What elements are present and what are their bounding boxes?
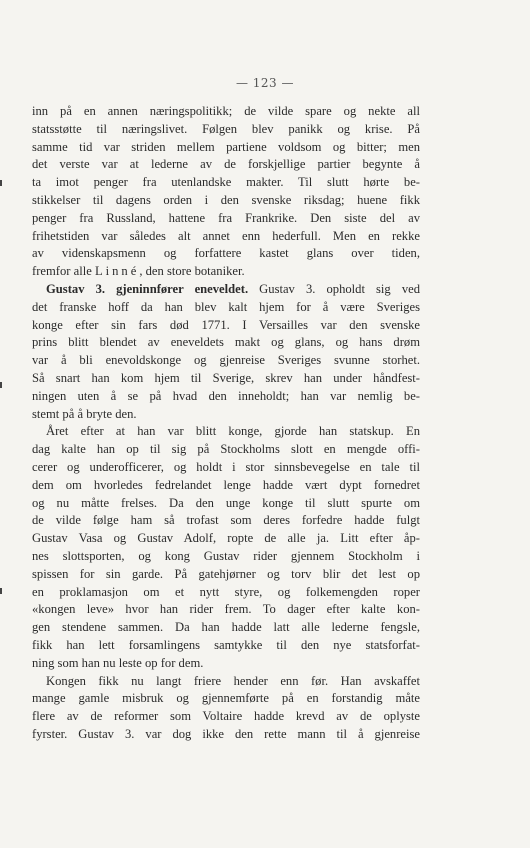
text-line: en proklamasjon om et nytt styre, og folkemengden roper [32, 584, 420, 599]
text-line [32, 263, 420, 281]
section-heading: Gustav 3. gjeninnfører eneveldet. [46, 281, 249, 296]
text-line: dag kalte han op til sig på Stockholms slott en mengde offi- [32, 442, 420, 457]
text-line: prins blitt blendet av eneveldets makt og glans, og hans drøm [32, 335, 420, 350]
margin-mark [0, 382, 2, 388]
text-line: mange gamle misbruk og gjennemførte på en forstandig måte [32, 691, 420, 706]
text-line: cerer og underofficerer, og holdt i stor sinnsbevegelse en tale til [32, 459, 420, 474]
text-line: Så snart han kom hjem til Sverige, skrev han under håndfest- [32, 370, 420, 385]
text-line: ning som han nu leste op for dem. [32, 655, 204, 670]
text-line: Året efter at han var blitt konge, gjorde han statskup. En [46, 424, 420, 439]
text-line: frihetstiden var således alt annet enn hederfull. Men en rekke [32, 228, 420, 243]
text-line: samme tid var striden mellem partiene voldsom og bitter; men [32, 139, 420, 154]
text-line: fyrster. Gustav 3. var dog ikke den rette mann til å gjenreise [32, 726, 420, 741]
text-line: dem om hvorledes fedrelandet lenge hadde vært dypt fornedret [32, 477, 420, 492]
page-number: — 123 — [235, 76, 295, 90]
text-line: statsstøtte til næringslivet. Følgen blev panikk og krise. På [32, 121, 420, 136]
text-line: de vilde følge ham så trofast som deres forfedre hadde fulgt [32, 513, 420, 528]
body-text [32, 103, 420, 744]
text-line: inn på en annen næringspolitikk; de vilde spare og nekte all [32, 104, 420, 118]
text-line: stikkelser til dagens orden i den svenske riksdag; huene fikk [32, 192, 420, 207]
text-line [32, 281, 420, 299]
text-line: var å bli enevoldskonge og gjenreise Sveriges svunne storhet. [32, 353, 420, 368]
text-line: spissen for sin garde. På gatehjørner og torv blir det lest op [32, 566, 420, 581]
text-fragment: fremfor alle [32, 264, 95, 279]
text-fragment: Gustav 3. opholdt sig ved [248, 281, 420, 296]
text-line: konge efter sin fars død 1771. I Versailles var den svenske [32, 317, 420, 332]
text-line: det verste var at lederne av de forskjellige partier begynte å [32, 157, 420, 172]
text-line: Kongen fikk nu langt friere hender enn før. Han avskaffet [46, 673, 420, 688]
text-line: nes slottsporten, og kong Gustav rider gjennem Stockholm i [32, 548, 420, 563]
text-line: av videnskapsmenn og forfattere kastet glans over tiden, [32, 246, 420, 261]
text-line: penger fra Russland, hattene fra Frankrike. Den siste del av [32, 210, 420, 225]
margin-mark [0, 588, 2, 594]
text-line: gen stendene sammen. Da han hadde latt alle lederne fengsle, [32, 620, 420, 635]
text-line: ningen uten å se på hvad den inneholdt; han var nemlig be- [32, 388, 420, 403]
margin-mark [0, 180, 2, 186]
text-line: det franske hoff da han blev kalt hjem for å være Sveriges [32, 299, 420, 314]
text-line: og nu måtte frelses. Da den unge konge til slutt spurte om [32, 495, 420, 510]
text-line: flere av de reformer som Voltaire hadde krevd av de oplyste [32, 709, 420, 724]
text-line: ta imot penger fra utenlandske makter. Til slutt hørte be- [32, 175, 420, 190]
text-fragment: , den store botaniker. [139, 264, 245, 279]
text-line: «kongen leve» hvor han rider frem. To dager efter kalte kon- [32, 602, 420, 617]
text-line: fikk han lett forsamlingens samtykke til den nye statsforfat- [32, 637, 420, 652]
text-line: stemt på å bryte den. [32, 406, 137, 421]
text-line: Gustav Vasa og Gustav Adolf, ropte de alle ja. Litt efter åp- [32, 531, 420, 546]
spaced-name: Linné [94, 264, 140, 279]
